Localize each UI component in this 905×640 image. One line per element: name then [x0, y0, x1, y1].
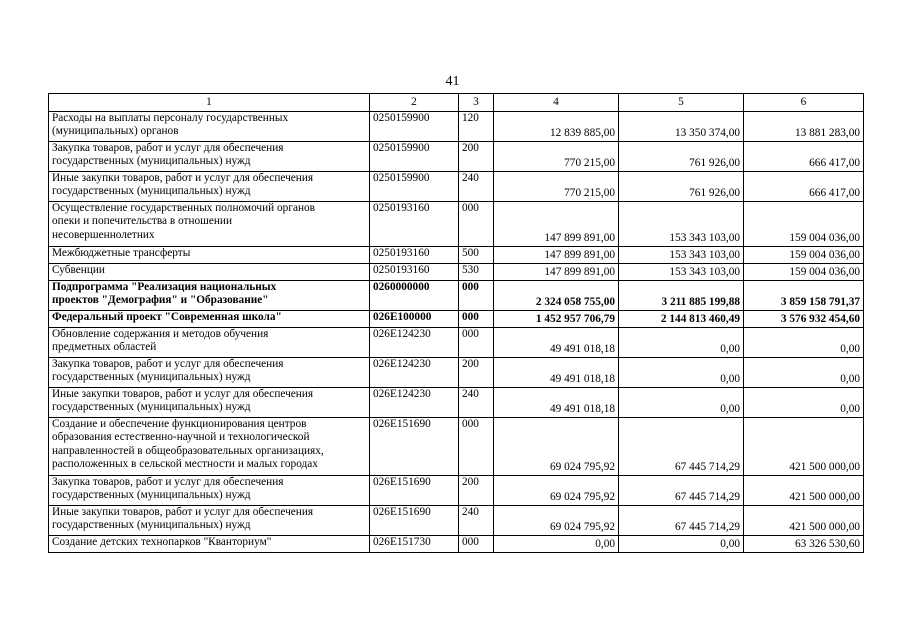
row-code-cell: 0250193160	[370, 202, 459, 247]
row-name-cell: Закупка товаров, работ и услуг для обеспечения государственных (муниципальных) нужд	[49, 476, 370, 506]
row-type-cell: 000	[459, 328, 494, 358]
table-row	[49, 358, 864, 388]
row-amount-year3-cell: 63 326 530,60	[744, 536, 864, 553]
table-row	[49, 202, 864, 247]
row-amount-year3-cell: 421 500 000,00	[744, 418, 864, 476]
row-name-cell: Подпрограмма "Реализация национальных проектов "Демография" и "Образование"	[49, 281, 370, 311]
row-amount-year2-cell: 67 445 714,29	[619, 506, 744, 536]
page-number: 41	[445, 74, 460, 89]
row-code-cell: 0250193160	[370, 247, 459, 264]
row-name-cell: Создание детских технопарков "Кванториум"	[49, 536, 370, 553]
row-amount-year2-cell: 153 343 103,00	[619, 247, 744, 264]
row-amount-year3-cell: 3 576 932 454,60	[744, 311, 864, 328]
table-row	[49, 247, 864, 264]
row-code-cell: 026E124230	[370, 388, 459, 418]
row-type-cell: 000	[459, 418, 494, 476]
row-amount-year1-cell: 770 215,00	[494, 142, 619, 172]
row-amount-year1-cell: 69 024 795,92	[494, 418, 619, 476]
row-name-cell: Закупка товаров, работ и услуг для обеспечения государственных (муниципальных) нужд	[49, 142, 370, 172]
table-row	[49, 281, 864, 311]
row-type-cell: 200	[459, 358, 494, 388]
row-amount-year2-cell: 761 926,00	[619, 142, 744, 172]
row-type-cell: 530	[459, 264, 494, 281]
table-row	[49, 328, 864, 358]
row-type-cell: 500	[459, 247, 494, 264]
row-amount-year3-cell: 421 500 000,00	[744, 506, 864, 536]
row-amount-year3-cell: 666 417,00	[744, 142, 864, 172]
row-amount-year1-cell: 1 452 957 706,79	[494, 311, 619, 328]
table-row	[49, 476, 864, 506]
row-amount-year2-cell: 67 445 714,29	[619, 418, 744, 476]
row-type-cell: 240	[459, 506, 494, 536]
row-amount-year1-cell: 69 024 795,92	[494, 476, 619, 506]
row-name-cell: Субвенции	[49, 264, 370, 281]
row-type-cell: 200	[459, 142, 494, 172]
table-row	[49, 536, 864, 553]
row-code-cell: 0250159900	[370, 142, 459, 172]
row-amount-year3-cell: 159 004 036,00	[744, 202, 864, 247]
row-type-cell: 000	[459, 202, 494, 247]
table-row	[49, 418, 864, 476]
row-amount-year1-cell: 770 215,00	[494, 172, 619, 202]
row-name-cell: Закупка товаров, работ и услуг для обеспечения государственных (муниципальных) нужд	[49, 358, 370, 388]
row-amount-year1-cell: 2 324 058 755,00	[494, 281, 619, 311]
row-code-cell: 026E151690	[370, 476, 459, 506]
table-header-row	[49, 94, 864, 112]
row-name-cell: Иные закупки товаров, работ и услуг для обеспечения государственных (муниципальных) нужд	[49, 388, 370, 418]
row-name-cell: Осуществление государственных полномочий органов опеки и попечительства в отношении несовершеннолетних	[49, 202, 370, 247]
row-amount-year3-cell: 159 004 036,00	[744, 264, 864, 281]
column-header: 6	[744, 94, 864, 112]
budget-table	[48, 93, 864, 553]
row-amount-year1-cell: 147 899 891,00	[494, 247, 619, 264]
table-row	[49, 264, 864, 281]
row-type-cell: 240	[459, 172, 494, 202]
row-name-cell: Иные закупки товаров, работ и услуг для обеспечения государственных (муниципальных) нужд	[49, 506, 370, 536]
row-amount-year2-cell: 2 144 813 460,49	[619, 311, 744, 328]
row-amount-year3-cell: 666 417,00	[744, 172, 864, 202]
row-code-cell: 0250159900	[370, 172, 459, 202]
row-code-cell: 026E151690	[370, 418, 459, 476]
row-type-cell: 000	[459, 281, 494, 311]
row-code-cell: 0250159900	[370, 112, 459, 142]
table-row	[49, 506, 864, 536]
row-amount-year2-cell: 0,00	[619, 536, 744, 553]
row-amount-year3-cell: 3 859 158 791,37	[744, 281, 864, 311]
row-name-cell: Иные закупки товаров, работ и услуг для обеспечения государственных (муниципальных) нужд	[49, 172, 370, 202]
table-row	[49, 388, 864, 418]
row-type-cell: 200	[459, 476, 494, 506]
row-amount-year2-cell: 153 343 103,00	[619, 202, 744, 247]
row-amount-year3-cell: 159 004 036,00	[744, 247, 864, 264]
row-amount-year2-cell: 0,00	[619, 388, 744, 418]
row-name-cell: Создание и обеспечение функционирования центров образования естественно-научной и технологической направленностей в общеобразовательных организациях, расположенных в сельской местности и малых городах	[49, 418, 370, 476]
row-code-cell: 026E124230	[370, 328, 459, 358]
row-name-cell: Расходы на выплаты персоналу государственных (муниципальных) органов	[49, 112, 370, 142]
row-amount-year2-cell: 0,00	[619, 328, 744, 358]
row-amount-year3-cell: 13 881 283,00	[744, 112, 864, 142]
row-amount-year2-cell: 67 445 714,29	[619, 476, 744, 506]
row-code-cell: 026E151690	[370, 506, 459, 536]
row-amount-year3-cell: 0,00	[744, 388, 864, 418]
row-amount-year1-cell: 49 491 018,18	[494, 358, 619, 388]
row-amount-year1-cell: 12 839 885,00	[494, 112, 619, 142]
row-code-cell: 026E151730	[370, 536, 459, 553]
row-name-cell: Межбюджетные трансферты	[49, 247, 370, 264]
row-amount-year3-cell: 0,00	[744, 358, 864, 388]
row-type-cell: 240	[459, 388, 494, 418]
row-name-cell: Федеральный проект "Современная школа"	[49, 311, 370, 328]
row-amount-year2-cell: 13 350 374,00	[619, 112, 744, 142]
column-header: 1	[49, 94, 370, 112]
row-amount-year2-cell: 153 343 103,00	[619, 264, 744, 281]
row-code-cell: 026E124230	[370, 358, 459, 388]
row-type-cell: 000	[459, 311, 494, 328]
column-header: 4	[494, 94, 619, 112]
row-code-cell: 0260000000	[370, 281, 459, 311]
row-amount-year1-cell: 69 024 795,92	[494, 506, 619, 536]
row-type-cell: 000	[459, 536, 494, 553]
row-amount-year1-cell: 147 899 891,00	[494, 202, 619, 247]
column-header: 2	[370, 94, 459, 112]
row-amount-year2-cell: 3 211 885 199,88	[619, 281, 744, 311]
row-type-cell: 120	[459, 112, 494, 142]
row-amount-year2-cell: 0,00	[619, 358, 744, 388]
row-amount-year3-cell: 0,00	[744, 328, 864, 358]
row-amount-year1-cell: 49 491 018,18	[494, 388, 619, 418]
row-code-cell: 026E100000	[370, 311, 459, 328]
column-header: 3	[459, 94, 494, 112]
table-row	[49, 142, 864, 172]
row-amount-year1-cell: 49 491 018,18	[494, 328, 619, 358]
table-body	[49, 112, 864, 553]
row-amount-year1-cell: 0,00	[494, 536, 619, 553]
table-row	[49, 112, 864, 142]
table-row	[49, 311, 864, 328]
row-amount-year1-cell: 147 899 891,00	[494, 264, 619, 281]
row-code-cell: 0250193160	[370, 264, 459, 281]
row-amount-year2-cell: 761 926,00	[619, 172, 744, 202]
table-row	[49, 172, 864, 202]
row-amount-year3-cell: 421 500 000,00	[744, 476, 864, 506]
row-name-cell: Обновление содержания и методов обучения предметных областей	[49, 328, 370, 358]
column-header: 5	[619, 94, 744, 112]
